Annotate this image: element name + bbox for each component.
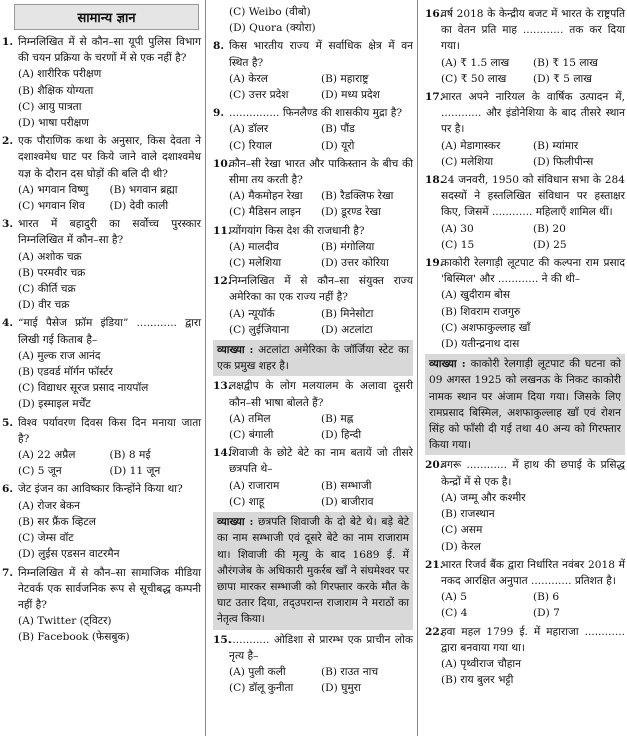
option: (D) 7 bbox=[533, 607, 560, 620]
question-body bbox=[441, 89, 625, 170]
option: (B) राउत नाच bbox=[321, 665, 379, 678]
question bbox=[2, 216, 201, 313]
explanation-label: व्याख्या : bbox=[429, 358, 466, 371]
question-body bbox=[229, 378, 413, 443]
question bbox=[2, 415, 201, 480]
question-number: 11. bbox=[213, 224, 232, 237]
question-number: 3. bbox=[2, 218, 14, 231]
option: (C) जेम्स वॉट bbox=[18, 532, 74, 545]
question-text: लक्षद्वीप के लोग मलयालम के अलावा दूसरी कौन–सी भाषा बोलते हैं? bbox=[229, 380, 413, 409]
option-row bbox=[229, 680, 413, 696]
explanation-box bbox=[213, 512, 413, 629]
option: (D) मध्य प्रदेश bbox=[321, 89, 380, 102]
explanation-label: व्याख्या : bbox=[217, 516, 254, 529]
option-row bbox=[229, 71, 413, 87]
question-body bbox=[441, 255, 625, 352]
explanation-text: काकोरी रेलगाड़ी लूटपाट की घटना को 09 अगस्त 1925 को लखनऊ के निकट काकोरी नामक स्थान पर अंजाम दिया गया। जिसके लिए रामप्रसाद बिस्मिल, अशफाकुल्लाह खाँ एवं रोशन सिंह को फाँसी दी गई तथा 40 अन्य को गिरफ्तार किया गया। bbox=[429, 358, 621, 452]
option: (C) 15 bbox=[441, 238, 475, 251]
option-row bbox=[18, 447, 201, 463]
option: (A) भगवान विष्णु bbox=[18, 183, 89, 196]
option: (B) म्यांमार bbox=[533, 139, 579, 152]
option-row bbox=[441, 605, 625, 621]
option: (D) डूरण्ड रेखा bbox=[321, 206, 381, 219]
option-row bbox=[441, 55, 625, 71]
option: (C) कीर्ति चक्र bbox=[18, 283, 76, 296]
option: (A) केरल bbox=[229, 72, 268, 85]
option: (A) 30 bbox=[441, 222, 474, 235]
option: (B) एडवर्ड मॉर्गन फॉर्स्टर bbox=[18, 366, 113, 379]
option: (D) बाजीराव bbox=[321, 495, 374, 508]
question bbox=[425, 624, 625, 689]
question-number: 2. bbox=[2, 135, 14, 148]
question-number: 1. bbox=[2, 36, 14, 48]
option: (A) 22 अप्रैल bbox=[18, 449, 76, 462]
option: (C) डॉलू कुनीता bbox=[229, 682, 294, 695]
column-3 bbox=[419, 0, 627, 736]
question-number: 21. bbox=[425, 558, 444, 571]
question-number: 13. bbox=[213, 380, 232, 393]
question bbox=[213, 378, 413, 443]
option: (B) मंगोलिया bbox=[321, 240, 375, 253]
option: (B) सम्भाजी bbox=[321, 479, 372, 492]
question-text: काकोरी रेलगाड़ी लूटपाट की कल्पना राम प्रसाद 'बिस्मिल' और ............ ने की थी– bbox=[441, 257, 625, 286]
option: (A) न्यूयॉर्क bbox=[229, 307, 275, 320]
option: (D) अटलांटा bbox=[321, 323, 373, 336]
option: (D) 25 bbox=[533, 238, 567, 251]
option-row bbox=[18, 182, 201, 198]
question-body bbox=[18, 481, 201, 562]
question-body bbox=[229, 632, 413, 697]
question-text: निम्नलिखित में से कौन–सा सामाजिक मीडिया नेटवर्क एक सार्वजनिक रूप से सूचीबद्ध कम्पनी नहीं है? bbox=[18, 566, 201, 611]
option: (A) मेडागास्कर bbox=[441, 139, 501, 152]
option: (C) रियाल bbox=[229, 139, 272, 152]
question bbox=[425, 457, 625, 554]
option-row bbox=[229, 204, 413, 220]
question-text: ............... फिनलैण्ड की शासकीय मुद्रा है? bbox=[229, 107, 403, 120]
column-2 bbox=[207, 0, 417, 736]
option: (C) विद्याधर सूरज प्रसाद नायपॉल bbox=[18, 382, 149, 395]
option: (C) ₹ 50 लाख bbox=[441, 72, 507, 85]
explanation-box bbox=[425, 354, 625, 455]
question-body bbox=[441, 557, 625, 622]
option: (C) Weibo (वीबो) bbox=[229, 6, 311, 18]
explanation-box bbox=[213, 340, 413, 376]
option-row bbox=[441, 589, 625, 605]
option: (D) 11 जून bbox=[109, 465, 161, 478]
question-text: निम्नलिखित में से कौन–सा संयुक्त राज्य अमेरिका का एक राज्य नहीं है? bbox=[229, 275, 413, 304]
question-text: निम्नलिखित में से कौन–सा यूपी पुलिस विभाग की चयन प्रक्रिया के चरणों में से एक नहीं है? bbox=[18, 36, 201, 65]
option: (A) डॉलर bbox=[229, 123, 269, 136]
column-1 bbox=[0, 0, 205, 736]
option-row bbox=[229, 138, 413, 154]
option: (D) केरल bbox=[441, 540, 481, 553]
option: (B) रैडक्लिफ रेखा bbox=[321, 190, 394, 203]
option: (C) मैडिसन लाइन bbox=[229, 206, 301, 219]
question bbox=[425, 172, 625, 253]
question bbox=[213, 273, 413, 338]
option: (B) महाराष्ट्र bbox=[321, 72, 369, 85]
question-body bbox=[18, 415, 201, 480]
question bbox=[2, 315, 201, 412]
question-number: 16. bbox=[425, 8, 444, 20]
question-number: 7. bbox=[2, 566, 14, 579]
option-row bbox=[18, 463, 201, 479]
question-body bbox=[18, 216, 201, 313]
option-row bbox=[229, 664, 413, 680]
question-number: 6. bbox=[2, 483, 14, 496]
option: (D) फिलीपीन्स bbox=[533, 155, 594, 168]
question-body bbox=[229, 105, 413, 154]
option-row bbox=[229, 494, 413, 510]
explanation-text: छत्रपति शिवाजी के दो बेटे थे। बड़े बेटे का नाम सम्भाजी एवं दूसरे बेटे का नाम राजाराम था। शिवाजी की मृत्यु के बाद 1689 ई. में औरंगजेब के अधिकारी मुकर्रब खाँ ने संघमेश्वर पर छापा मारकर सम्भाजी को गिरफ्तार करके मौत के घाट उतार दिया, तद्उपरान्त राजाराम ने मराठों का नेतृत्व किया। bbox=[217, 516, 409, 626]
option: (A) पुली कली bbox=[229, 665, 286, 678]
question-body bbox=[229, 445, 413, 510]
question-number: 12. bbox=[213, 275, 232, 288]
question-number: 18. bbox=[425, 174, 444, 187]
question-number: 14. bbox=[213, 447, 232, 460]
question-text: किस भारतीय राज्य में सर्वाधिक क्षेत्र में वन स्थित है? bbox=[229, 40, 413, 69]
option: (D) घुमुरा bbox=[321, 682, 361, 695]
option: (C) उत्तर प्रदेश bbox=[229, 89, 289, 102]
option: (D) वीर चक्र bbox=[18, 299, 70, 312]
option: (B) Facebook (फेसबुक) bbox=[18, 631, 130, 644]
option-row bbox=[441, 237, 625, 253]
question-text: भारत अपने नारियल के वार्षिक उत्पादन में, ............ और इंडोनेशिया के बाद तीसरे स्थान पर है। bbox=[441, 91, 625, 136]
option: (D) लुईस एडसन वाटरमैन bbox=[18, 548, 120, 561]
option: (D) यतीन्द्रनाथ दास bbox=[441, 338, 520, 351]
question-text: बगरू ............ में हाथ की छपाई के प्रसिद्ध केन्द्रों में से एक है। bbox=[441, 459, 625, 488]
option: (D) ₹ 5 लाख bbox=[533, 72, 592, 85]
question-number: 10. bbox=[213, 157, 232, 170]
option: (A) मैकमोहन रेखा bbox=[229, 190, 303, 203]
option: (B) सर फ्रैंक व्हिटल bbox=[18, 515, 96, 528]
question-number: 19. bbox=[425, 257, 444, 270]
option: (A) शारीरिक परीक्षण bbox=[18, 68, 102, 81]
question bbox=[425, 89, 625, 170]
question-body bbox=[229, 38, 413, 103]
option: (B) भगवान ब्रह्मा bbox=[109, 183, 178, 196]
option-row bbox=[441, 154, 625, 170]
option: (A) अशोक चक्र bbox=[18, 250, 82, 263]
question-number: 9. bbox=[213, 107, 225, 120]
option: (C) आयु पात्रता bbox=[18, 100, 82, 113]
option-row bbox=[229, 322, 413, 338]
question-body bbox=[441, 6, 625, 87]
option: (C) मलेशिया bbox=[441, 155, 494, 168]
section-header: सामान्य ज्ञान bbox=[14, 4, 199, 30]
option: (A) पृथ्वीराज चौहान bbox=[441, 657, 522, 670]
question-body bbox=[18, 34, 201, 131]
option: (D) देवी काली bbox=[109, 200, 169, 213]
option: (A) 5 bbox=[441, 591, 468, 604]
option: (B) ₹ 15 लाख bbox=[533, 56, 598, 69]
option: (B) 8 मई bbox=[109, 449, 151, 462]
question-body bbox=[18, 133, 201, 214]
question bbox=[425, 255, 625, 352]
option: (C) मलेशिया bbox=[229, 257, 282, 270]
question-text: प्योंगयांग किस देश की राजधानी है? bbox=[229, 224, 365, 237]
question-text: विश्व पर्यावरण दिवस किस दिन मनाया जाता है? bbox=[18, 416, 201, 445]
option: (B) पौंड bbox=[321, 123, 355, 136]
option: (B) राय बुलर भट्टी bbox=[441, 674, 514, 687]
option-row bbox=[229, 411, 413, 427]
option: (A) मुल्क राज आनंद bbox=[18, 349, 101, 362]
option: (C) बंगाली bbox=[229, 429, 274, 442]
option: (B) शैक्षिक योग्यता bbox=[18, 84, 94, 97]
question-body bbox=[229, 223, 413, 272]
option: (D) हिन्दी bbox=[321, 429, 362, 442]
continued-options bbox=[213, 4, 413, 36]
question bbox=[2, 481, 201, 562]
option-row bbox=[229, 427, 413, 443]
question-text: भारत रिजर्व बैंक द्वारा निर्धारित नवंबर 2018 में नकद आरक्षित अनुपात ............ प्रतिशत है। bbox=[441, 558, 625, 587]
question-number: 15. bbox=[213, 633, 232, 646]
question-body bbox=[18, 315, 201, 412]
option: (B) परमवीर चक्र bbox=[18, 266, 86, 279]
question-number: 4. bbox=[2, 317, 14, 330]
question-text: ............ ओडिशा से प्रारम्भ एक प्राचीन लोक नृत्य है– bbox=[229, 633, 413, 662]
question-number: 22. bbox=[425, 625, 444, 638]
option: (D) इस्माइल मर्चेंट bbox=[18, 398, 91, 411]
option: (C) असम bbox=[441, 524, 483, 537]
question bbox=[2, 34, 201, 131]
question-body bbox=[441, 172, 625, 253]
option: (C) अशफाकुल्लाह खाँ bbox=[441, 321, 531, 334]
question-body bbox=[441, 624, 625, 689]
question-text: हवा महल 1799 ई. में महाराजा ............ द्वारा बनवाया गया था। bbox=[441, 625, 625, 654]
question-number: 17. bbox=[425, 91, 444, 104]
question bbox=[213, 38, 413, 103]
explanation-label: व्याख्या : bbox=[217, 344, 254, 357]
question bbox=[213, 445, 413, 510]
option: (D) उत्तर कोरिया bbox=[321, 257, 389, 270]
column-divider bbox=[205, 0, 206, 736]
option: (B) मह्ल bbox=[321, 412, 354, 425]
option: (C) 4 bbox=[441, 607, 468, 620]
option: (A) मालदीव bbox=[229, 240, 279, 253]
option: (B) शिवराम राजगुरु bbox=[441, 305, 521, 318]
question-body bbox=[229, 156, 413, 221]
question bbox=[213, 156, 413, 221]
question-number: 20. bbox=[425, 459, 444, 472]
option: (A) Twitter (ट्विटर) bbox=[18, 615, 112, 628]
option-row bbox=[18, 198, 201, 214]
option-row bbox=[229, 255, 413, 271]
option-row bbox=[229, 188, 413, 204]
question-text: “माई पैसेज फ्रॉम इंडिया” ............ द्वारा लिखी गई किताब है– bbox=[18, 317, 201, 346]
option-row bbox=[229, 121, 413, 137]
question bbox=[425, 6, 625, 87]
option: (A) जम्मू और कश्मीर bbox=[441, 491, 526, 504]
option-row bbox=[441, 71, 625, 87]
option: (C) भगवान शिव bbox=[18, 200, 85, 213]
question-body bbox=[229, 273, 413, 338]
question-text: शिवाजी के छोटे बेटे का नाम बतायें जो तीसरे छत्रपति थे– bbox=[229, 447, 413, 476]
question bbox=[213, 105, 413, 154]
option-row bbox=[229, 239, 413, 255]
option: (D) भाषा परीक्षण bbox=[18, 117, 89, 130]
question-body bbox=[18, 565, 201, 646]
option-row bbox=[441, 138, 625, 154]
question-text: भारत में बहादुरी का सर्वोच्च पुरस्कार निम्नलिखित में कौन–सा है? bbox=[18, 218, 201, 247]
option-row bbox=[441, 221, 625, 237]
option: (C) 5 जून bbox=[18, 465, 62, 478]
question bbox=[425, 557, 625, 622]
option: (A) राजाराम bbox=[229, 479, 280, 492]
option: (A) रोजर बेकन bbox=[18, 499, 80, 512]
option: (A) खुदीराम बोस bbox=[441, 289, 511, 302]
column-divider bbox=[417, 0, 418, 736]
option: (C) शाहू bbox=[229, 495, 265, 508]
question bbox=[213, 223, 413, 272]
option-row bbox=[229, 306, 413, 322]
option: (B) 6 bbox=[533, 591, 560, 604]
option-row bbox=[229, 87, 413, 103]
question-number: 8. bbox=[213, 40, 225, 53]
option: (C) लुईजियाना bbox=[229, 323, 290, 336]
option: (A) ₹ 1.5 लाख bbox=[441, 56, 510, 69]
option: (B) राजस्थान bbox=[441, 508, 495, 521]
question-text: जेट इंजन का आविष्कार किन्होंने किया था? bbox=[18, 483, 183, 496]
option: (D) यूरो bbox=[321, 139, 355, 152]
option: (A) तमिल bbox=[229, 412, 271, 425]
question-number: 5. bbox=[2, 416, 14, 429]
option: (B) मिनेसोटा bbox=[321, 307, 374, 320]
explanation-text: अटलांटा अमेरिका के जॉर्जिया स्टेट का एक प्रमुख शहर है। bbox=[217, 344, 409, 373]
question bbox=[2, 133, 201, 214]
question bbox=[213, 632, 413, 697]
option-row bbox=[229, 478, 413, 494]
option: (B) 20 bbox=[533, 222, 566, 235]
question bbox=[2, 565, 201, 646]
question-body bbox=[441, 457, 625, 554]
question-text: 24 जनवरी, 1950 को संविधान सभा के 284 सदस्यों ने हस्तलिखित संविधान पर हस्ताक्षर किए, जिसमें ............ महिलाएँ शामिल थीं। bbox=[441, 174, 625, 219]
question-text: कौन–सी रेखा भारत और पाकिस्तान के बीच की सीमा तय करती है? bbox=[229, 157, 413, 187]
question-text: वर्ष 2018 के केन्द्रीय बजट में भारत के राष्ट्रपति का वेतन प्रति माह ............ तक कर दिया गया। bbox=[441, 8, 625, 53]
question-text: एक पौराणिक कथा के अनुसार, किस देवता ने दशाश्वमेध घाट पर किये जाने वाले दशाश्वमेध यज्ञ के दौरान दस घोड़ों की बलि दी थी? bbox=[18, 135, 201, 180]
option: (D) Quora (क्योरा) bbox=[229, 22, 316, 35]
